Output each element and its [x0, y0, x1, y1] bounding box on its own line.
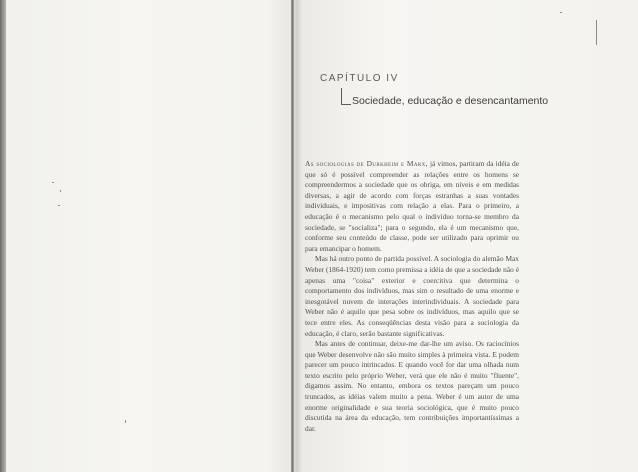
scan-mark — [596, 20, 597, 45]
paragraph: Mas há outro ponto de partida possível. A sociologia do alemão Max Weber (1864-1920) tem como premissa a idéia de que a sociedade não é apenas uma "coisa" exterior e coercitiva que determina o comportamento dos indivíduos, mas sim o resultado de uma enorme e inesgotável nuvem de interações interindividuais. A sociedade para Weber não é aquilo que pesa sobre os indivíduos, mas aquilo que se tece entre eles. As conseqüências desta visão para a sociologia da educação, é claro, serão bastante significativas. — [305, 254, 519, 338]
scan-mark — [58, 205, 60, 206]
scan-mark — [560, 12, 562, 13]
scan-mark — [125, 420, 126, 423]
scan-mark — [52, 182, 54, 183]
right-page — [300, 60, 620, 460]
book-gutter — [291, 0, 294, 472]
body-text — [305, 159, 519, 434]
scan-mark — [60, 190, 61, 192]
paragraph — [305, 159, 519, 254]
chapter-bracket — [341, 88, 351, 105]
paragraph-lead: As sociologias de Durkheim e Marx, — [305, 159, 428, 168]
page-edge-shadow — [0, 0, 6, 472]
chapter-title: Sociedade, educação e desencantamento — [352, 95, 549, 107]
paragraph-text: já vimos, partiram da idéia de que só é possível compreender as relações entre os homens se compreendermos a sociedade que os obriga, em níveis e em medidas diversas, a agir de acordo com forças estranhas a suas vontades individuais, e impositivas com relação a elas. Para o primeiro, a educação é o mecanismo pelo qual o indivíduo torna-se membro da sociedade, se "socializa"; para o segundo, ela é um mecanismo que, conforme seu conteúdo de classe, pode ser utilizado para oprimir ou para emancipar o homem. — [305, 159, 520, 253]
chapter-label: CAPÍTULO IV — [320, 73, 399, 84]
paragraph: Mas antes de continuar, deixe-me dar-lhe um aviso. Os raciocínios que Weber desenvolve não são muito simples à primeira vista. E podem parecer um pouco intrincados. E quando você for dar uma olhada num texto escrito pelo próprio Weber, verá que ele não é muito "fluente", digamos assim. No entanto, embora os textos pareçam um pouco truncados, as idéias valem muito a pena. Weber é um autor de uma enorme originalidade e sua teoria sociológica, que é muito pouco discutida na área da educação, tem contribuições importantíssimas a dar. — [305, 339, 519, 433]
